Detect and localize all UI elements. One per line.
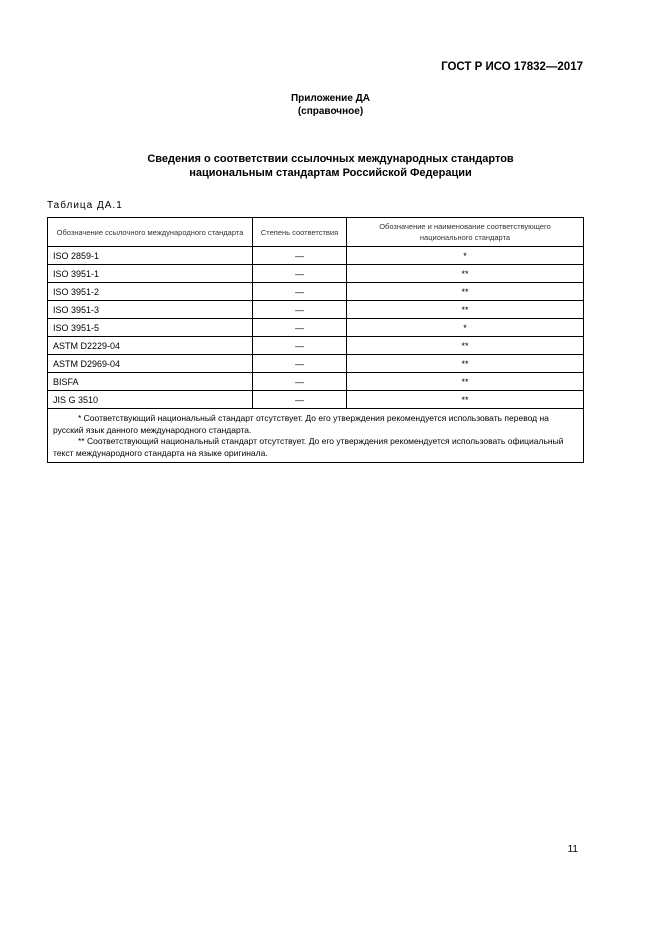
table-row: [48, 265, 584, 283]
cell-reference-standard: ISO 3951-5: [48, 319, 253, 337]
cell-degree: —: [253, 391, 347, 409]
heading-line-2: национальным стандартам Российской Федерации: [189, 167, 472, 179]
heading-line-1: Сведения о соответствии ссылочных международных стандартов: [147, 153, 514, 165]
cell-reference-standard: ASTM D2229-04: [48, 337, 253, 355]
cell-degree: —: [253, 283, 347, 301]
cell-reference-standard: BISFA: [48, 373, 253, 391]
table-row: [48, 319, 584, 337]
cell-reference-standard: ISO 3951-3: [48, 301, 253, 319]
cell-degree: —: [253, 355, 347, 373]
annex-title-block: [0, 92, 661, 118]
cell-degree: —: [253, 265, 347, 283]
correspondence-table: [47, 217, 584, 463]
cell-national-standard: **: [347, 301, 584, 319]
table-row: [48, 283, 584, 301]
header-degree: Степень соответствия: [253, 218, 347, 247]
table-caption: Таблица ДА.1: [47, 200, 123, 211]
cell-reference-standard: ISO 2859-1: [48, 247, 253, 265]
cell-degree: —: [253, 319, 347, 337]
footnote-1: * Соответствующий национальный стандарт отсутствует. До его утверждения рекомендуется использовать перевод на русский язык данного международного стандарта.: [53, 413, 549, 435]
annex-title: Приложение ДА: [290, 93, 371, 104]
cell-reference-standard: ISO 3951-2: [48, 283, 253, 301]
cell-national-standard: *: [347, 319, 584, 337]
footnote-2: ** Соответствующий национальный стандарт отсутствует. До его утверждения рекомендуется использовать официальный текст международного стандарта на языке оригинала.: [53, 436, 564, 458]
table-row: [48, 373, 584, 391]
cell-national-standard: **: [347, 337, 584, 355]
cell-national-standard: **: [347, 355, 584, 373]
cell-degree: —: [253, 301, 347, 319]
table-row: [48, 391, 584, 409]
cell-degree: —: [253, 247, 347, 265]
cell-national-standard: *: [347, 247, 584, 265]
cell-degree: —: [253, 373, 347, 391]
notes-cell: [48, 409, 584, 463]
standard-id: ГОСТ Р ИСО 17832—2017: [441, 61, 583, 73]
cell-national-standard: **: [347, 283, 584, 301]
section-heading: [0, 152, 661, 180]
cell-national-standard: **: [347, 391, 584, 409]
table-header-row: [48, 218, 584, 247]
cell-national-standard: **: [347, 265, 584, 283]
table-row: [48, 301, 584, 319]
page-number: 11: [567, 844, 578, 855]
cell-reference-standard: ASTM D2969-04: [48, 355, 253, 373]
cell-reference-standard: JIS G 3510: [48, 391, 253, 409]
header-reference-standard: Обозначение ссылочного международного стандарта: [48, 218, 253, 247]
cell-degree: —: [253, 337, 347, 355]
cell-reference-standard: ISO 3951-1: [48, 265, 253, 283]
cell-national-standard: **: [347, 373, 584, 391]
annex-type: (справочное): [297, 106, 364, 117]
table-row: [48, 247, 584, 265]
notes-row: [48, 409, 584, 463]
table-row: [48, 355, 584, 373]
table-row: [48, 337, 584, 355]
header-national-standard: Обозначение и наименование соответствующего национального стандарта: [347, 218, 584, 247]
